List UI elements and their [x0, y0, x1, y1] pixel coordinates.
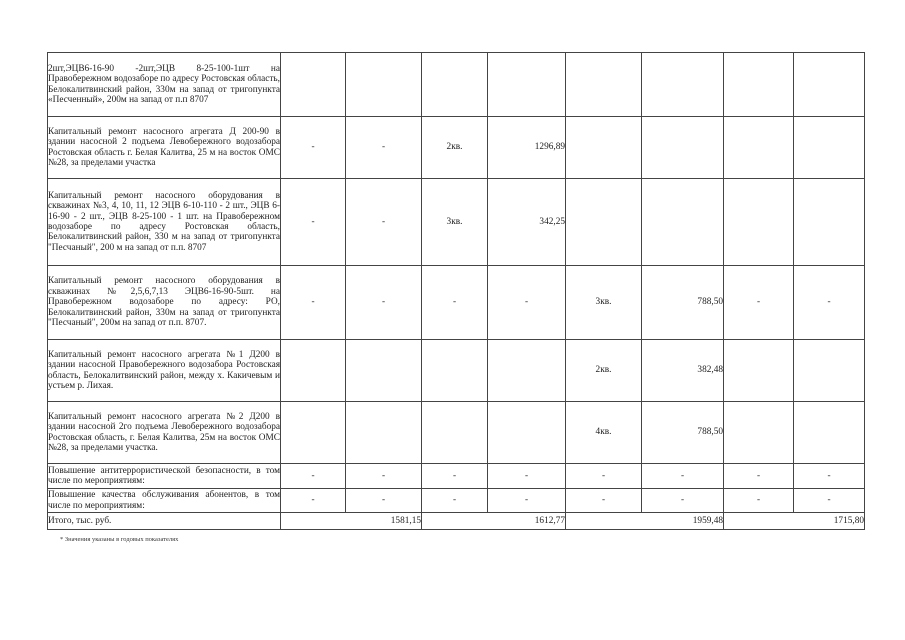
total-value-year-2: 1612,77 — [422, 513, 566, 530]
quarter-cell — [566, 53, 642, 117]
amount-cell: - — [642, 464, 724, 489]
amount-cell: 382,48 — [642, 340, 724, 402]
amount-cell — [794, 340, 865, 402]
amount-cell: - — [794, 464, 865, 489]
row-description: Повышение качества обслуживания абонентов, в том числе по мероприятиям: — [48, 490, 280, 511]
quarter-cell — [724, 340, 794, 402]
row-description: Капитальный ремонт насосного оборудования в скважинах №3, 4, 10, 11, 12 ЭЦВ 6-10-110 - 2 шт., ЭЦВ 6-16-90 - 2 шт., ЭЦВ 8-25-100 - 1 шт. на Правобережном водозаборе по адресу Ростовская область, Белокалитвинский район, 330 м на запад от тригопункта "Песчаный", 200 м на запад от п.п. 8707 — [48, 179, 281, 266]
amount-cell — [346, 340, 422, 402]
quarter-cell: - — [724, 266, 794, 340]
amount-cell: 342,25 — [488, 179, 566, 266]
amount-cell: - — [346, 266, 422, 340]
table-row — [48, 340, 865, 402]
amount-cell: - — [488, 266, 566, 340]
row-description: Капитальный ремонт насосного агрегата Д 200-90 в здании насосной 2 подъема Левобережного водозабора Ростовская область г. Белая Калитва, 25 м на восток ОМС №28, за пределами участка — [48, 117, 281, 179]
quarter-cell — [724, 53, 794, 117]
table-row — [48, 53, 865, 117]
quarter-cell — [724, 179, 794, 266]
quarter-cell: - — [422, 266, 488, 340]
amount-cell: - — [642, 489, 724, 513]
total-label: Итого, тыс. руб. — [48, 513, 281, 530]
quarter-cell: - — [566, 489, 642, 513]
amount-cell — [794, 53, 865, 117]
total-row — [48, 513, 865, 530]
quarter-cell: 3кв. — [422, 179, 488, 266]
total-value-year-4: 1715,80 — [724, 513, 865, 530]
quarter-cell — [422, 402, 488, 464]
quarter-cell — [281, 53, 346, 117]
amount-cell: - — [346, 489, 422, 513]
quarter-cell — [724, 117, 794, 179]
amount-cell: 788,50 — [642, 402, 724, 464]
amount-cell: 1296,89 — [488, 117, 566, 179]
quarter-cell: - — [422, 489, 488, 513]
amount-cell — [642, 53, 724, 117]
row-description: 2шт,ЭЦВ6-16-90 -2шт,ЭЦВ 8-25-100-1шт на Правобережном водозаборе по адресу Ростовская область, Белокалитвинский район, 330м на запад от тригопункта «Песченный», 200м на запад от п.п 8707 — [48, 53, 281, 117]
quarter-cell: - — [281, 464, 346, 489]
row-description: Капитальный ремонт насосного оборудования в скважинах №2,5,6,7,13 ЭЦВ6-16-90-5шт. на Правобережном водозаборе по адресу: РО, Белокалитвинский район, 330м на запад от тригопункта "Песчаный", 200м на запад от п.п. 8707. — [48, 266, 281, 340]
amount-cell — [488, 53, 566, 117]
row-description: Капитальный ремонт насосного агрегата №2 Д200 в здании насосной 2го подъема Левобережного водозабора Ростовская область, г. Белая Калитва, 25м на восток ОМС №28, за пределами участка. — [48, 402, 281, 464]
amount-cell: 788,50 — [642, 266, 724, 340]
amount-cell — [346, 53, 422, 117]
table-row — [48, 464, 865, 489]
amount-cell: - — [488, 464, 566, 489]
quarter-cell — [281, 340, 346, 402]
amount-cell — [346, 402, 422, 464]
amount-cell: - — [346, 464, 422, 489]
quarter-cell — [724, 402, 794, 464]
quarter-cell: - — [422, 464, 488, 489]
amount-cell: - — [488, 489, 566, 513]
amount-cell — [794, 117, 865, 179]
amount-cell — [642, 179, 724, 266]
table-row — [48, 402, 865, 464]
table-row — [48, 179, 865, 266]
amount-cell: - — [346, 117, 422, 179]
amount-cell: - — [346, 179, 422, 266]
row-description: Капитальный ремонт насосного агрегата №1 Д200 в здании насосной Правобережного водозабора Ростовская область, Белокалитвинский район, между х. Какичевым и устьем р. Лихая. — [48, 340, 281, 402]
quarter-cell: - — [566, 464, 642, 489]
amount-cell — [794, 179, 865, 266]
quarter-cell: - — [281, 489, 346, 513]
table-row — [48, 117, 865, 179]
quarter-cell: 4кв. — [566, 402, 642, 464]
quarter-cell — [566, 117, 642, 179]
table-row — [48, 489, 865, 513]
footnote: * Значения указаны в годовых показателях — [60, 536, 179, 543]
amount-cell — [642, 117, 724, 179]
quarter-cell: - — [281, 266, 346, 340]
row-description: Повышение антитеррористической безопасности, в том числе по мероприятиям: — [48, 464, 281, 489]
quarter-cell: 2кв. — [566, 340, 642, 402]
quarter-cell: - — [724, 489, 794, 513]
quarter-cell: - — [281, 179, 346, 266]
quarter-cell — [422, 340, 488, 402]
quarter-cell: 3кв. — [566, 266, 642, 340]
amount-cell: - — [794, 489, 865, 513]
total-value-year-3: 1959,48 — [566, 513, 724, 530]
amount-cell — [488, 340, 566, 402]
quarter-cell — [281, 402, 346, 464]
quarter-cell — [422, 53, 488, 117]
quarter-cell: - — [281, 117, 346, 179]
table-row — [48, 266, 865, 340]
capital-repair-table — [47, 52, 865, 530]
quarter-cell: - — [724, 464, 794, 489]
quarter-cell — [566, 179, 642, 266]
amount-cell — [794, 402, 865, 464]
quarter-cell: 2кв. — [422, 117, 488, 179]
amount-cell: - — [794, 266, 865, 340]
amount-cell — [488, 402, 566, 464]
total-value-year-1: 1581,15 — [281, 513, 422, 530]
